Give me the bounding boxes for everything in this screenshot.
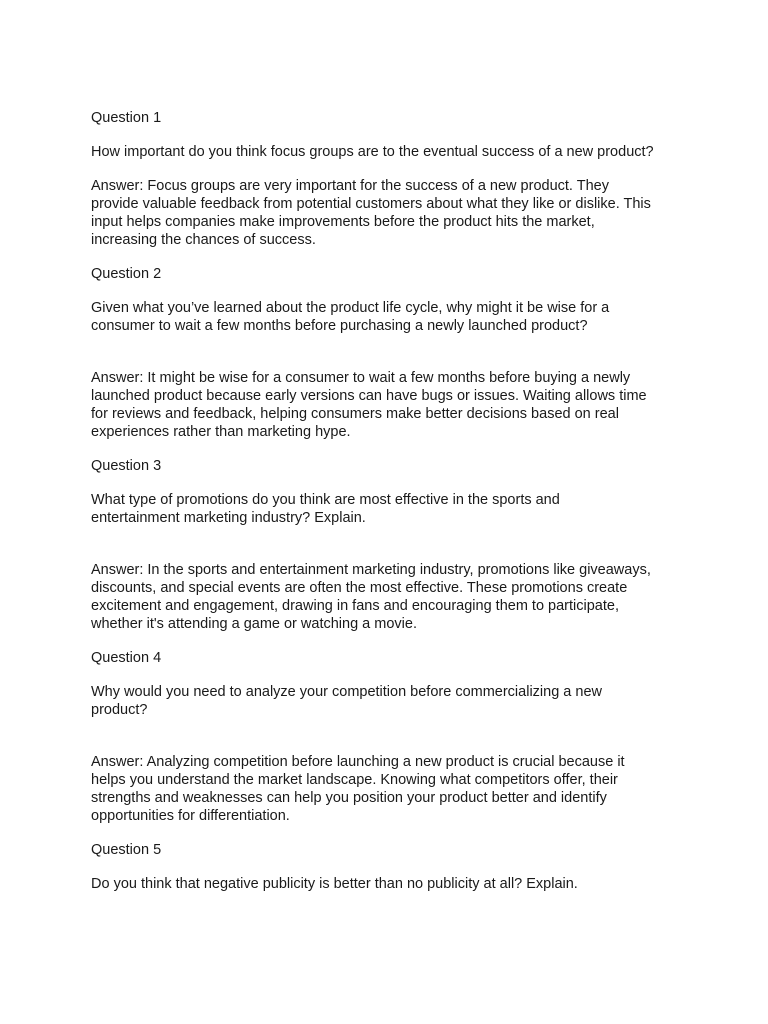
question-text-line: How important do you think focus groups are to the eventual success of a new product? — [91, 144, 654, 160]
answer-text-line: whether it's attending a game or watching a movie. — [91, 616, 417, 632]
question-text — [91, 875, 688, 893]
question-text-line: product? — [91, 702, 148, 718]
answer-text-line: helps you understand the market landscape. Knowing what competitors offer, their — [91, 772, 618, 788]
question-text-line: consumer to wait a few months before purchasing a newly launched product? — [91, 318, 588, 334]
question-block-1 — [91, 109, 688, 249]
question-block-5 — [91, 841, 688, 893]
question-title: Question 3 — [91, 458, 162, 474]
answer-text-line: for reviews and feedback, helping consumers make better decisions based on real — [91, 406, 619, 422]
question-block-3 — [91, 457, 688, 633]
answer-text — [91, 369, 688, 441]
answer-text-line: Answer: Analyzing competition before launching a new product is crucial because it — [91, 754, 625, 770]
question-title: Question 2 — [91, 266, 162, 282]
question-text-line: Do you think that negative publicity is better than no publicity at all? Explain. — [91, 876, 578, 892]
answer-text-line: discounts, and special events are often the most effective. These promotions create — [91, 580, 628, 596]
answer-text-line: launched product because early versions can have bugs or issues. Waiting allows time — [91, 388, 647, 404]
question-block-2 — [91, 265, 688, 441]
answer-text — [91, 561, 688, 633]
answer-text — [91, 753, 688, 825]
answer-text — [91, 177, 688, 249]
question-block-4 — [91, 649, 688, 825]
question-text-line: entertainment marketing industry? Explain. — [91, 510, 366, 526]
answer-text-line: Answer: It might be wise for a consumer to wait a few months before buying a newly — [91, 370, 631, 386]
question-text-line: What type of promotions do you think are most effective in the sports and — [91, 492, 560, 508]
answer-text-line: excitement and engagement, drawing in fans and encouraging them to participate, — [91, 598, 619, 614]
question-text-line: Given what you’ve learned about the product life cycle, why might it be wise for a — [91, 300, 610, 316]
question-title: Question 1 — [91, 110, 162, 126]
question-text — [91, 143, 688, 161]
answer-text-line: opportunities for differentiation. — [91, 808, 290, 824]
answer-text-line: Answer: In the sports and entertainment marketing industry, promotions like giveaways, — [91, 562, 651, 578]
answer-text-line: strengths and weaknesses can help you position your product better and identify — [91, 790, 607, 806]
answer-text-line: Answer: Focus groups are very important for the success of a new product. They — [91, 178, 609, 194]
question-text-line: Why would you need to analyze your competition before commercializing a new — [91, 684, 602, 700]
answer-text-line: experiences rather than marketing hype. — [91, 424, 351, 440]
answer-text-line: provide valuable feedback from potential customers about what they like or dislike. This — [91, 196, 651, 212]
question-title: Question 4 — [91, 650, 162, 666]
question-text — [91, 491, 688, 527]
question-text — [91, 299, 688, 335]
question-text — [91, 683, 688, 719]
question-title: Question 5 — [91, 842, 162, 858]
answer-text-line: input helps companies make improvements before the product hits the market, — [91, 214, 595, 230]
answer-text-line: increasing the chances of success. — [91, 232, 316, 248]
